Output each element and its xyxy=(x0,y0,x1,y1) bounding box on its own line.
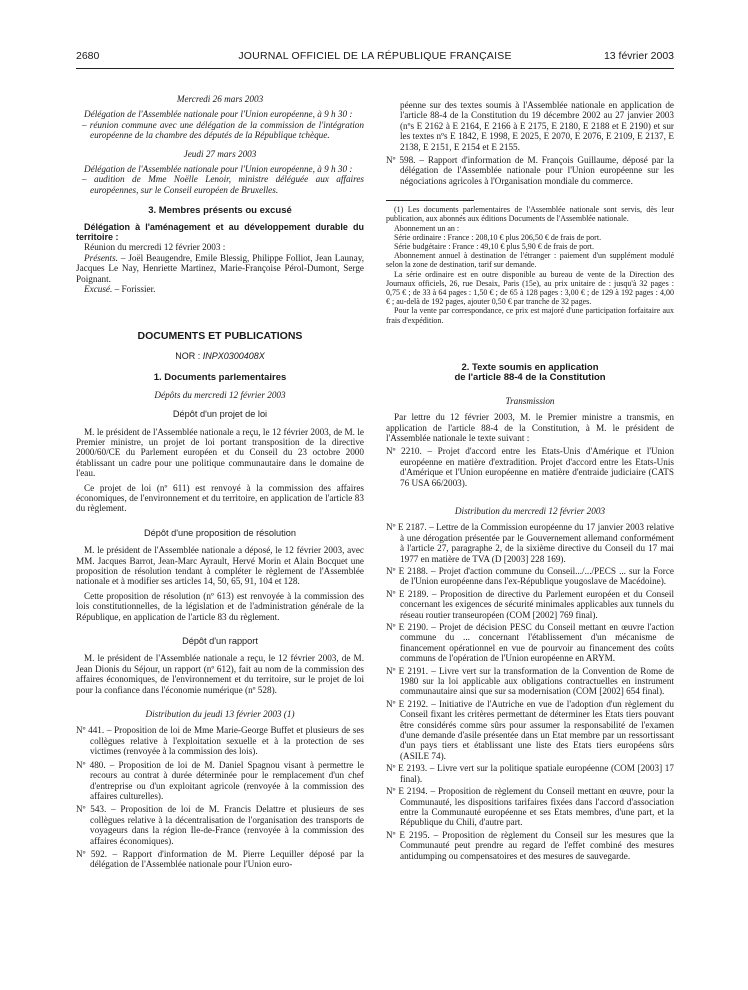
list-item: Nº 543. – Proposition de loi de M. Francis Delattre et plusieurs de ses collègues relative à la décentralisation de l'organisation des transports de voyageurs dans la région Ile-de-France (renvoyée à la commission des affaires économiques). xyxy=(76,804,364,846)
list-item: Nº 480. – Proposition de loi de M. Daniel Spagnou visant à permettre le recours au contrat à durée déterminée pour le remplacement d'un chef d'entreprise ou d'un exploitant agricole (renvoyée à la commission des affaires culturelles). xyxy=(76,759,364,801)
price-line: Série ordinaire : France : 208,10 € plus 206,50 € de frais de port. xyxy=(394,232,602,242)
list-item: Nº E 2194. – Proposition de règlement du Conseil mettant en œuvre, pour la Communauté, les dispositions tarifaires fixées dans l'accord d'association entre la Communauté européenne et ses Etats membres, d'une part, et la République du Chili, d'autre part. xyxy=(386,786,674,828)
paragraph: Par lettre du 12 février 2003, M. le Premier ministre a transmis, en application de l'article 88-4 de la Constitution, à M. le président de l'Assemblée nationale le texte suivant : xyxy=(386,412,674,443)
agenda-item: – audition de Mme Noëlle Lenoir, ministre déléguée aux affaires européennes, sur le Conseil européen de Bruxelles. xyxy=(82,174,364,195)
list-item: Nº E 2192. – Initiative de l'Autriche en vue de l'adoption d'un règlement du Conseil fixant les critères permettant de déterminer les Etats tiers pouvant être considérés comme sûrs pour assumer la responsabilité de l'examen d'une demande d'asile présentée dans un Etat membre par un ressortissant d'un pays tiers et établissant une liste des Etats tiers européens sûrs (ASILE 74). xyxy=(386,698,674,761)
list-item: Nº E 2187. – Lettre de la Commission européenne du 17 janvier 2003 relative à une dérogation présentée par le Gouvernement allemand conformément à l'article 27, paragraphe 2, de la sixième directive du Conseil du 17 mai 1977 en matière de TVA (D [2003] 228 169). xyxy=(386,522,674,564)
docs-title: DOCUMENTS ET PUBLICATIONS xyxy=(137,329,303,342)
distribution-heading: Distribution du mercredi 12 février 2003 xyxy=(454,505,606,516)
right-column xyxy=(386,100,674,861)
list-item: Nº E 2191. – Livre vert sur la transformation de la Convention de Rome de 1980 sur la loi applicable aux obligations contractuelles en instrument communautaire ainsi que sur sa modernisation (COM [2002] 654 final). xyxy=(386,665,674,697)
section-title: 1. Documents parlementaires xyxy=(153,372,287,384)
presents-list: Présents. – Joël Beaugendre, Emile Blessig, Philippe Folliot, Jean Launay, Jacques Le Nay, Henriette Martinez, Marie-Françoise Pérol-Dumont, Serge Poignant. xyxy=(76,252,364,284)
paragraph: Ce projet de loi (nº 611) est renvoyé à la commission des affaires économiques, de l'environnement et du territoire, en application de l'article 83 du règlement. xyxy=(76,482,364,514)
footnote-text: (1) Les documents parlementaires de l'Assemblée nationale sont servis, dès leur publication, aux abonnés aux éditions Documents de l'Assemblée nationale. xyxy=(386,205,674,224)
agenda-day-heading: Mercredi 26 mars 2003 xyxy=(176,94,264,104)
list-item: Nº 592. – Rapport d'information de M. Pierre Lequiller déposé par la délégation de l'Assemblée nationale pour l'Union euro- xyxy=(76,848,364,870)
paragraph: M. le président de l'Assemblée nationale a déposé, le 12 février 2003, avec MM. Jacques Barrot, Jean-Marc Ayrault, Hervé Morin et Alain Bocquet une proposition de résolution tendant à compléter le règlement de l'Assemblée nationale et à modifier ses articles 14, 50, 65, 91, 104 et 128. xyxy=(76,545,364,587)
list-item: Nº 441. – Proposition de loi de Mme Marie-George Buffet et plusieurs de ses collègues relative à l'exploitation sexuelle et à la protection de ses victimes (renvoyée à la commission des lois). xyxy=(76,725,364,757)
list-item: Nº 2210. – Projet d'accord entre les Etats-Unis d'Amérique et l'Union européenne en matière d'extradition. Projet d'accord entre les Etats-Unis d'Amérique et l'Union européenne en matière d'entraide judiciaire (CATS 76 USA 66/2003). xyxy=(386,446,674,488)
section-title: 2. Texte soumis en application xyxy=(461,361,599,373)
issue-date: 13 février 2003 xyxy=(603,50,674,62)
list-item: Nº E 2195. – Proposition de règlement du Conseil sur les mesures que la Communauté peut prendre au regard de l'effet combiné des mesures antidumping ou compensatoires et des mesures de sauvegarde. xyxy=(386,829,674,861)
footnote-text: Pour la vente par correspondance, ce prix est majoré d'une participation forfaitaire aux frais d'expédition. xyxy=(386,306,674,325)
list-item: Nº E 2189. – Proposition de directive du Parlement européen et du Conseil concernant les exigences de sécurité minimales applicables aux tunnels du réseau routier transeuropéen (COM [2002] 769 final). xyxy=(386,588,674,620)
page-number: 2680 xyxy=(76,50,100,62)
agenda-body: Délégation de l'Assemblée nationale pour l'Union européenne, à 9 h 30 : xyxy=(84,109,353,120)
footnote-text: Abonnement annuel à destination de l'étranger : paiement d'un supplément modulé selon la zone de destination, tarif sur demande. xyxy=(386,251,674,270)
footnote-rule xyxy=(386,200,474,201)
nor-reference: NOR : INPX0300408X xyxy=(175,350,265,361)
paragraph: M. le président de l'Assemblée nationale a reçu, le 12 février 2003, de M. Jean Dionis du Séjour, un rapport (nº 612), fait au nom de la commission des affaires économiques, de l'environnement et du territoire, sur le projet de loi pour la confiance dans l'économie numérique (nº 528). xyxy=(76,653,364,695)
subsection-title: Dépôt d'une proposition de résolution xyxy=(144,527,296,538)
list-item: Nº 598. – Rapport d'information de M. François Guillaume, déposé par la délégation de l'Assemblée nationale pour l'Union européenne sur les négociations agricoles à l'Organisation mondiale du commerce. xyxy=(386,155,674,186)
section-title: 3. Membres présents ou excusé xyxy=(148,205,292,217)
paragraph: Cette proposition de résolution (nº 613) est renvoyée à la commission des lois constitutionnelles, de la législation et de l'administration générale de la République, en application de l'article 83 du règlement. xyxy=(76,590,364,622)
footnote xyxy=(386,205,674,325)
transmission-heading: Transmission xyxy=(505,395,555,406)
agenda-day-heading: Jeudi 27 mars 2003 xyxy=(183,148,257,159)
depots-heading: Dépôts du mercredi 12 février 2003 xyxy=(154,389,286,400)
excuse-line: Excusé. – Forissier. xyxy=(84,284,156,295)
list-item: Nº E 2193. – Livre vert sur la politique spatiale européenne (COM [2003] 17 final). xyxy=(386,763,674,784)
footnote-text: Abonnement un an : xyxy=(394,223,460,233)
subsection-title: Dépôt d'un rapport xyxy=(182,636,258,647)
delegation-heading: Délégation à l'aménagement et au développement durable du territoire : xyxy=(76,221,364,243)
distribution-heading: Distribution du jeudi 13 février 2003 (1) xyxy=(145,709,295,720)
list-item-continued: péenne sur des textes soumis à l'Assemblée nationale en application de l'article 88-4 de la Constitution du 19 décembre 2002 au 27 janvier 2003 (nºs E 2162 à E 2164, E 2166 à E 2175, E 2180, E 2188 et E 2190) et sur les textes nºs E 1842, E 1998, E 2025, E 2070, E 2076, E 2109, E 2137, E 2138, E 2151, E 2154 et E 2155. xyxy=(400,100,674,152)
meeting-line: Réunion du mercredi 12 février 2003 : xyxy=(84,242,226,253)
list-item: Nº E 2188. – Projet d'action commune du Conseil.../.../PECS ... sur la Force de l'Union européenne dans l'ex-République yougoslave de Macédoine). xyxy=(386,565,674,587)
price-line: Série budgétaire : France : 49,10 € plus 5,90 € de frais de port. xyxy=(394,242,594,252)
journal-title: JOURNAL OFFICIEL DE LA RÉPUBLIQUE FRANÇAISE xyxy=(238,50,512,62)
agenda-item: – réunion commune avec une délégation de la commission de l'intégration européenne de la chambre des députés de la République tchèque. xyxy=(82,119,364,141)
header-rule xyxy=(76,68,674,69)
footnote-text: La série ordinaire est en outre disponible au bureau de vente de la Direction des Journaux officiels, 26, rue Desaix, Paris (15e), au prix unitaire de : jusqu'à 32 pages : 0,75 € ; de 33 à 64 pages : 1,50 € ; de 65 à 128 pages : 3,00 € ; de 129 à 192 pages : 4,00 € ; au-delà de 192 pages, ajouter 0,50 € par tranche de 32 pages. xyxy=(386,269,674,307)
section-title-line2: de l'article 88-4 de la Constitution xyxy=(454,372,606,384)
page-header xyxy=(76,50,674,64)
subsection-title: Dépôt d'un projet de loi xyxy=(172,409,268,420)
agenda-body: Délégation de l'Assemblée nationale pour l'Union européenne, à 9 h 30 : xyxy=(84,164,353,175)
list-item: Nº E 2190. – Projet de décision PESC du Conseil mettant en œuvre l'action commune du ... concernant l'établissement d'un mécanisme de financement opérationnel en vue de pourvoir au financement des coûts communs de l'opération de l'Union européenne en ARYM. xyxy=(386,622,674,664)
paragraph: M. le président de l'Assemblée nationale a reçu, le 12 février 2003, de M. le Premier ministre, un projet de loi portant transposition de la directive 2000/60/CE du Parlement européen et du Conseil du 23 octobre 2000 établissant un cadre pour une politique communautaire dans le domaine de l'eau. xyxy=(76,426,364,479)
left-column xyxy=(76,94,364,870)
